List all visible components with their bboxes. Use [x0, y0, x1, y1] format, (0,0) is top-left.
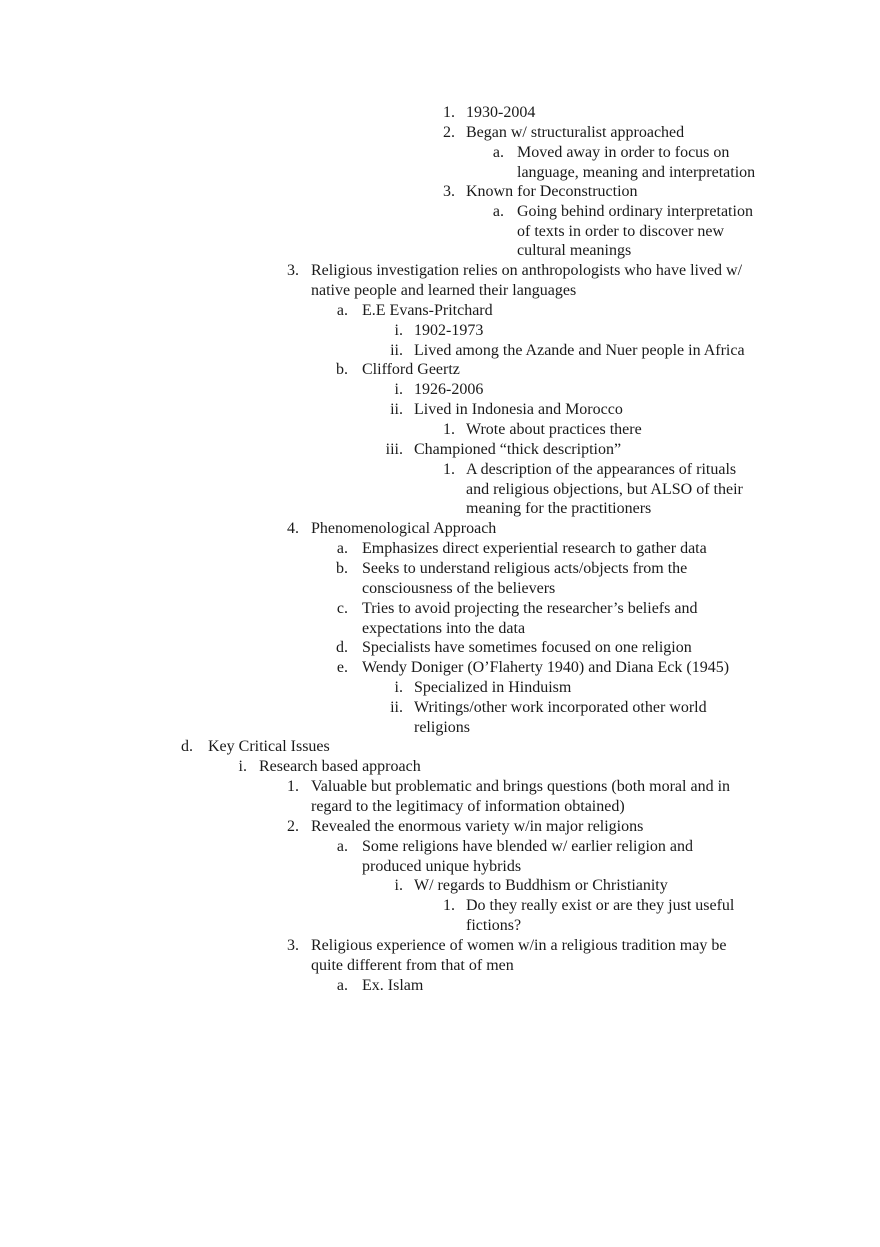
- outline-text-line: Religious experience of women w/in a religious tradition may be: [311, 937, 727, 954]
- outline-text-line: Wrote about practices there: [466, 421, 642, 438]
- outline-text-line: native people and learned their languages: [311, 281, 577, 299]
- outline-text-line: Valuable but problematic and brings questions (both moral and in: [311, 778, 731, 795]
- outline-marker: 2.: [287, 818, 299, 835]
- outline-text-line: Do they really exist or are they just useful: [466, 897, 735, 914]
- outline-text-line: Wendy Doniger (O’Flaherty 1940) and Diana Eck (1945): [362, 659, 730, 676]
- outline-text-line: Specialized in Hinduism: [414, 679, 572, 696]
- outline-marker: i.: [394, 877, 403, 894]
- outline-text-line: cultural meanings: [517, 242, 632, 260]
- outline-marker: ii.: [390, 699, 403, 716]
- outline-text-line: E.E Evans-Pritchard: [362, 302, 493, 319]
- outline-marker: a.: [492, 144, 504, 161]
- outline-text-line: 1930-2004: [466, 104, 536, 121]
- outline-text-line: Phenomenological Approach: [311, 520, 497, 537]
- outline-text-line: and religious objections, but ALSO of their: [466, 480, 743, 498]
- outline-marker: 1.: [443, 461, 455, 478]
- outline-marker: a.: [492, 203, 504, 220]
- outline-text-line: Religious investigation relies on anthropologists who have lived w/: [311, 262, 743, 279]
- outline-text-line: language, meaning and interpretation: [517, 163, 756, 181]
- outline-marker: i.: [394, 322, 403, 339]
- outline-marker: i.: [394, 381, 403, 398]
- outline-text-line: expectations into the data: [362, 619, 526, 637]
- outline-marker: b.: [336, 361, 348, 378]
- outline-text-line: Key Critical Issues: [208, 738, 330, 755]
- outline-marker: 1.: [443, 104, 455, 121]
- outline-text-line: quite different from that of men: [311, 956, 514, 974]
- outline-text-line: Clifford Geertz: [362, 361, 460, 378]
- outline-marker: 1.: [287, 778, 299, 795]
- outline-marker: i.: [238, 758, 247, 775]
- outline-text-line: fictions?: [466, 916, 522, 934]
- outline-text-line: Going behind ordinary interpretation: [517, 203, 753, 220]
- outline-marker: e.: [336, 659, 348, 676]
- outline-text-line: Lived in Indonesia and Morocco: [414, 401, 623, 418]
- outline-text-line: Began w/ structuralist approached: [466, 124, 685, 141]
- outline-text-line: Ex. Islam: [362, 977, 424, 994]
- outline-text-line: religions: [414, 718, 470, 736]
- outline-marker: ii.: [390, 342, 403, 359]
- outline-marker: a.: [336, 302, 348, 319]
- outline-text-line: consciousness of the believers: [362, 579, 556, 597]
- outline-text-line: Known for Deconstruction: [466, 183, 638, 200]
- outline-text-line: 1902-1973: [414, 322, 484, 339]
- outline-text-line: Seeks to understand religious acts/objects from the: [362, 560, 688, 577]
- outline-text-line: Research based approach: [259, 758, 421, 775]
- outline-marker: 3.: [287, 262, 299, 279]
- outline-text-line: Tries to avoid projecting the researcher’s beliefs and: [362, 600, 698, 617]
- outline-marker: 4.: [287, 520, 299, 537]
- outline-text-line: produced unique hybrids: [362, 857, 522, 875]
- outline-text-line: A description of the appearances of rituals: [466, 461, 737, 478]
- outline-marker: b.: [336, 560, 348, 577]
- outline-text-line: regard to the legitimacy of information obtained): [311, 797, 625, 815]
- outline-text-line: Emphasizes direct experiential research to gather data: [362, 540, 707, 557]
- outline-text-line: Specialists have sometimes focused on one religion: [362, 639, 692, 656]
- outline-marker: 1.: [443, 421, 455, 438]
- outline-marker: 2.: [443, 124, 455, 141]
- outline-text-line: Championed “thick description”: [414, 441, 622, 458]
- outline-marker: d.: [181, 738, 193, 755]
- outline-marker: 3.: [287, 937, 299, 954]
- outline-text-line: Lived among the Azande and Nuer people in Africa: [414, 342, 745, 359]
- outline-marker: a.: [336, 540, 348, 557]
- outline-marker: 3.: [443, 183, 455, 200]
- outline-text-line: of texts in order to discover new: [517, 222, 725, 240]
- outline-text-line: meaning for the practitioners: [466, 500, 652, 518]
- outline-marker: ii.: [390, 401, 403, 418]
- outline-text-line: 1926-2006: [414, 381, 484, 398]
- outline-marker: a.: [336, 977, 348, 994]
- outline-marker: 1.: [443, 897, 455, 914]
- outline-text-line: Moved away in order to focus on: [517, 144, 730, 161]
- outline-marker: a.: [336, 838, 348, 855]
- outline-marker: i.: [394, 679, 403, 696]
- outline-text-line: Revealed the enormous variety w/in major religions: [311, 818, 644, 835]
- outline-text-line: W/ regards to Buddhism or Christianity: [414, 877, 668, 894]
- outline-text-line: Some religions have blended w/ earlier religion and: [362, 838, 694, 855]
- outline-marker: d.: [336, 639, 348, 656]
- outline-marker: c.: [336, 600, 348, 617]
- outline-text-line: Writings/other work incorporated other world: [414, 699, 707, 716]
- outline-marker: iii.: [385, 441, 403, 458]
